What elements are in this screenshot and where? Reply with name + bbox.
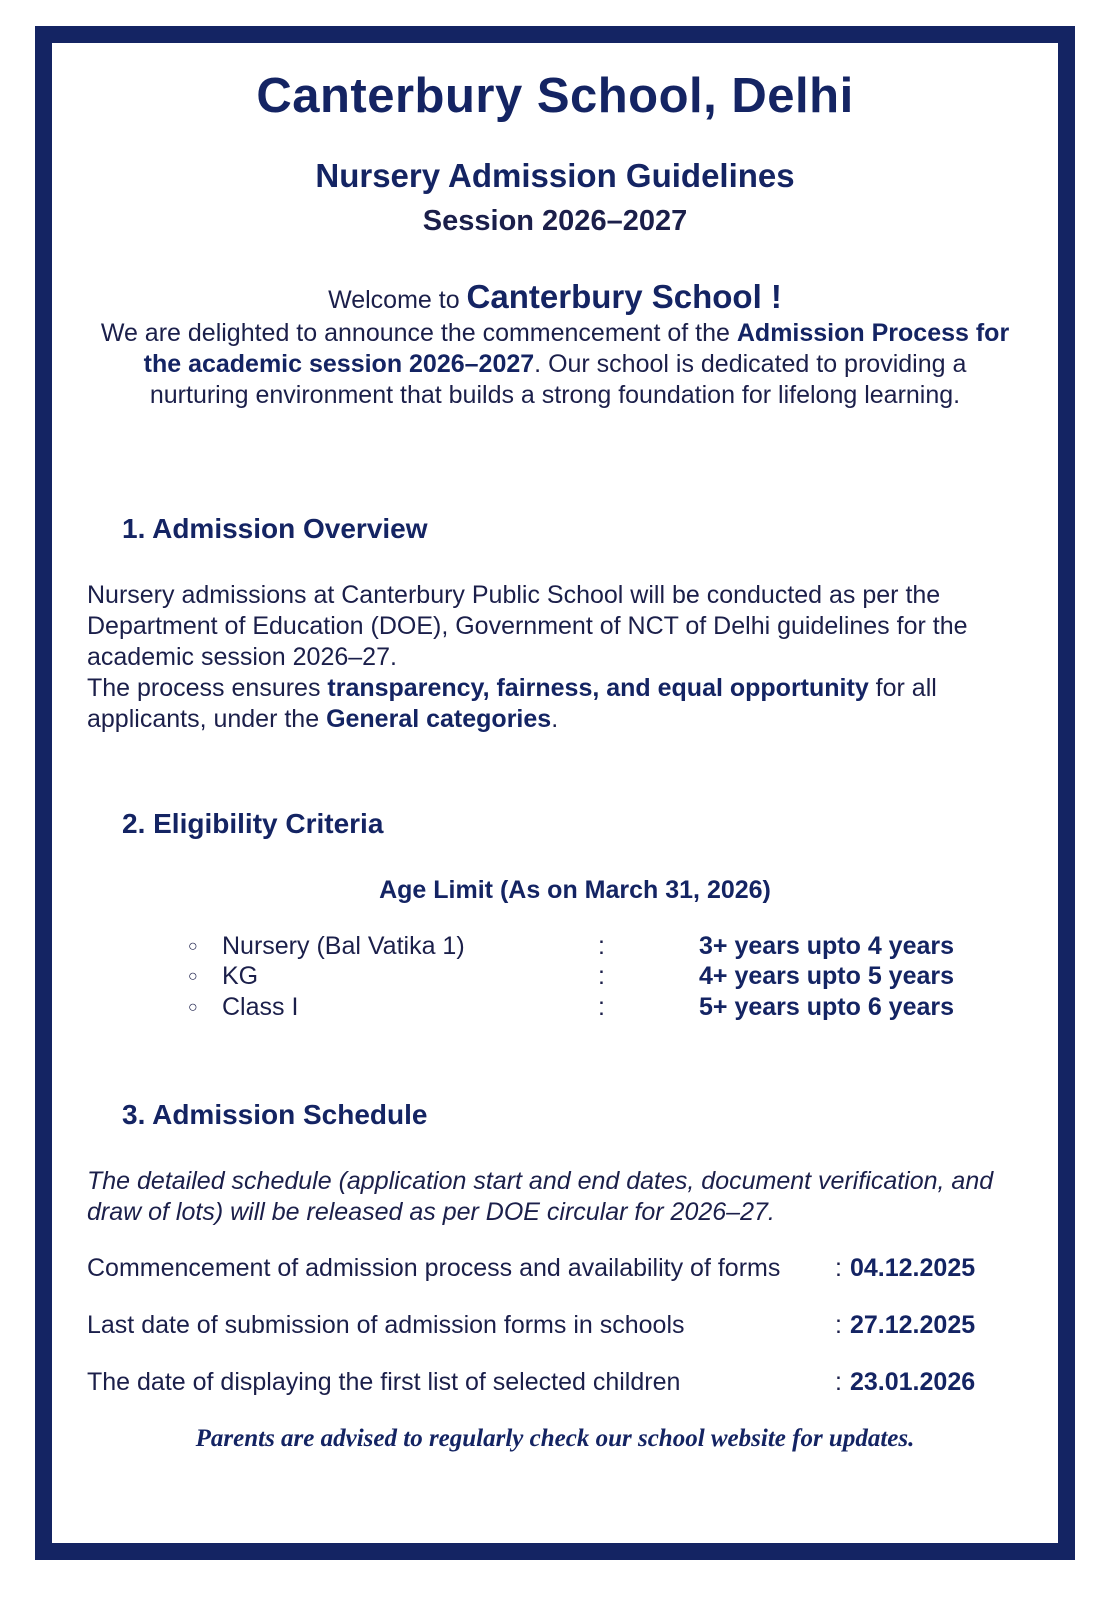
age-colon: : bbox=[598, 962, 605, 990]
overview-text-e: . bbox=[551, 705, 559, 733]
age-row bbox=[0, 932, 1108, 962]
age-colon: : bbox=[598, 993, 605, 1021]
schedule-label: Commencement of admission process and availability of forms bbox=[87, 1254, 781, 1282]
age-range: 3+ years upto 4 years bbox=[699, 932, 955, 960]
intro-text-2: . Our school is dedicated to providing a nurturing environment that builds a strong foundation for lifelong learning. bbox=[149, 350, 967, 409]
schedule-label: The date of displaying the first list of selected children bbox=[87, 1368, 681, 1396]
overview-text-c: for all applicants, under the bbox=[87, 674, 937, 733]
overview-paragraph bbox=[87, 580, 1017, 735]
schedule-colon: : bbox=[835, 1368, 842, 1396]
intro-text-1: We are delighted to announce the commencement of the bbox=[100, 319, 737, 347]
age-row bbox=[0, 962, 1108, 992]
age-range: 5+ years upto 6 years bbox=[699, 993, 955, 1021]
age-class: KG bbox=[222, 962, 259, 990]
overview-bold-b: transparency, fairness, and equal opportunity bbox=[327, 674, 869, 702]
schedule-label: Last date of submission of admission forms in schools bbox=[87, 1311, 685, 1339]
welcome-line bbox=[35, 278, 1075, 316]
intro-bold: Admission Process for the academic session 2026–2027 bbox=[143, 319, 1010, 378]
intro-paragraph bbox=[95, 318, 1015, 411]
welcome-school-name: Canterbury School ! bbox=[466, 278, 782, 315]
age-colon: : bbox=[598, 932, 605, 960]
age-class: Class I bbox=[222, 993, 299, 1021]
bullet-icon: ○ bbox=[188, 968, 198, 985]
age-range: 4+ years upto 5 years bbox=[699, 962, 955, 990]
section-heading-schedule: 3. Admission Schedule bbox=[122, 1099, 428, 1130]
bullet-icon: ○ bbox=[188, 938, 198, 955]
overview-para-2 bbox=[87, 673, 1017, 735]
schedule-row bbox=[0, 1254, 1108, 1284]
age-limit-title: Age Limit (As on March 31, 2026) bbox=[379, 876, 771, 904]
age-class: Nursery (Bal Vatika 1) bbox=[222, 932, 465, 960]
section-heading-eligibility: 2. Eligibility Criteria bbox=[122, 808, 384, 839]
schedule-row bbox=[0, 1368, 1108, 1398]
session-label: Session 2026–2027 bbox=[422, 205, 688, 237]
overview-para-1: Nursery admissions at Canterbury Public School will be conducted as per the Department of Education (DOE), Government of NCT of Delhi guidelines for the academic session 2026–27. bbox=[87, 581, 968, 671]
schedule-colon: : bbox=[835, 1254, 842, 1282]
schedule-date: 27.12.2025 bbox=[850, 1311, 976, 1339]
school-title: Canterbury School, Delhi bbox=[256, 69, 854, 123]
footer-note: Parents are advised to regularly check our school website for updates. bbox=[195, 1425, 915, 1452]
schedule-colon: : bbox=[835, 1311, 842, 1339]
section-heading-overview: 1. Admission Overview bbox=[122, 513, 428, 544]
schedule-note: The detailed schedule (application start and end dates, document verification, and draw of lots) will be released as per DOE circular for 2026–27. bbox=[87, 1167, 994, 1226]
overview-text-a: The process ensures bbox=[87, 674, 328, 702]
schedule-date: 23.01.2026 bbox=[850, 1368, 976, 1396]
schedule-date: 04.12.2025 bbox=[850, 1254, 976, 1282]
age-row bbox=[0, 993, 1108, 1023]
overview-bold-d: General categories bbox=[326, 705, 552, 733]
welcome-prefix: Welcome to bbox=[328, 286, 460, 314]
schedule-row bbox=[0, 1311, 1108, 1341]
bullet-icon: ○ bbox=[188, 999, 198, 1016]
document-subtitle: Nursery Admission Guidelines bbox=[315, 157, 795, 194]
